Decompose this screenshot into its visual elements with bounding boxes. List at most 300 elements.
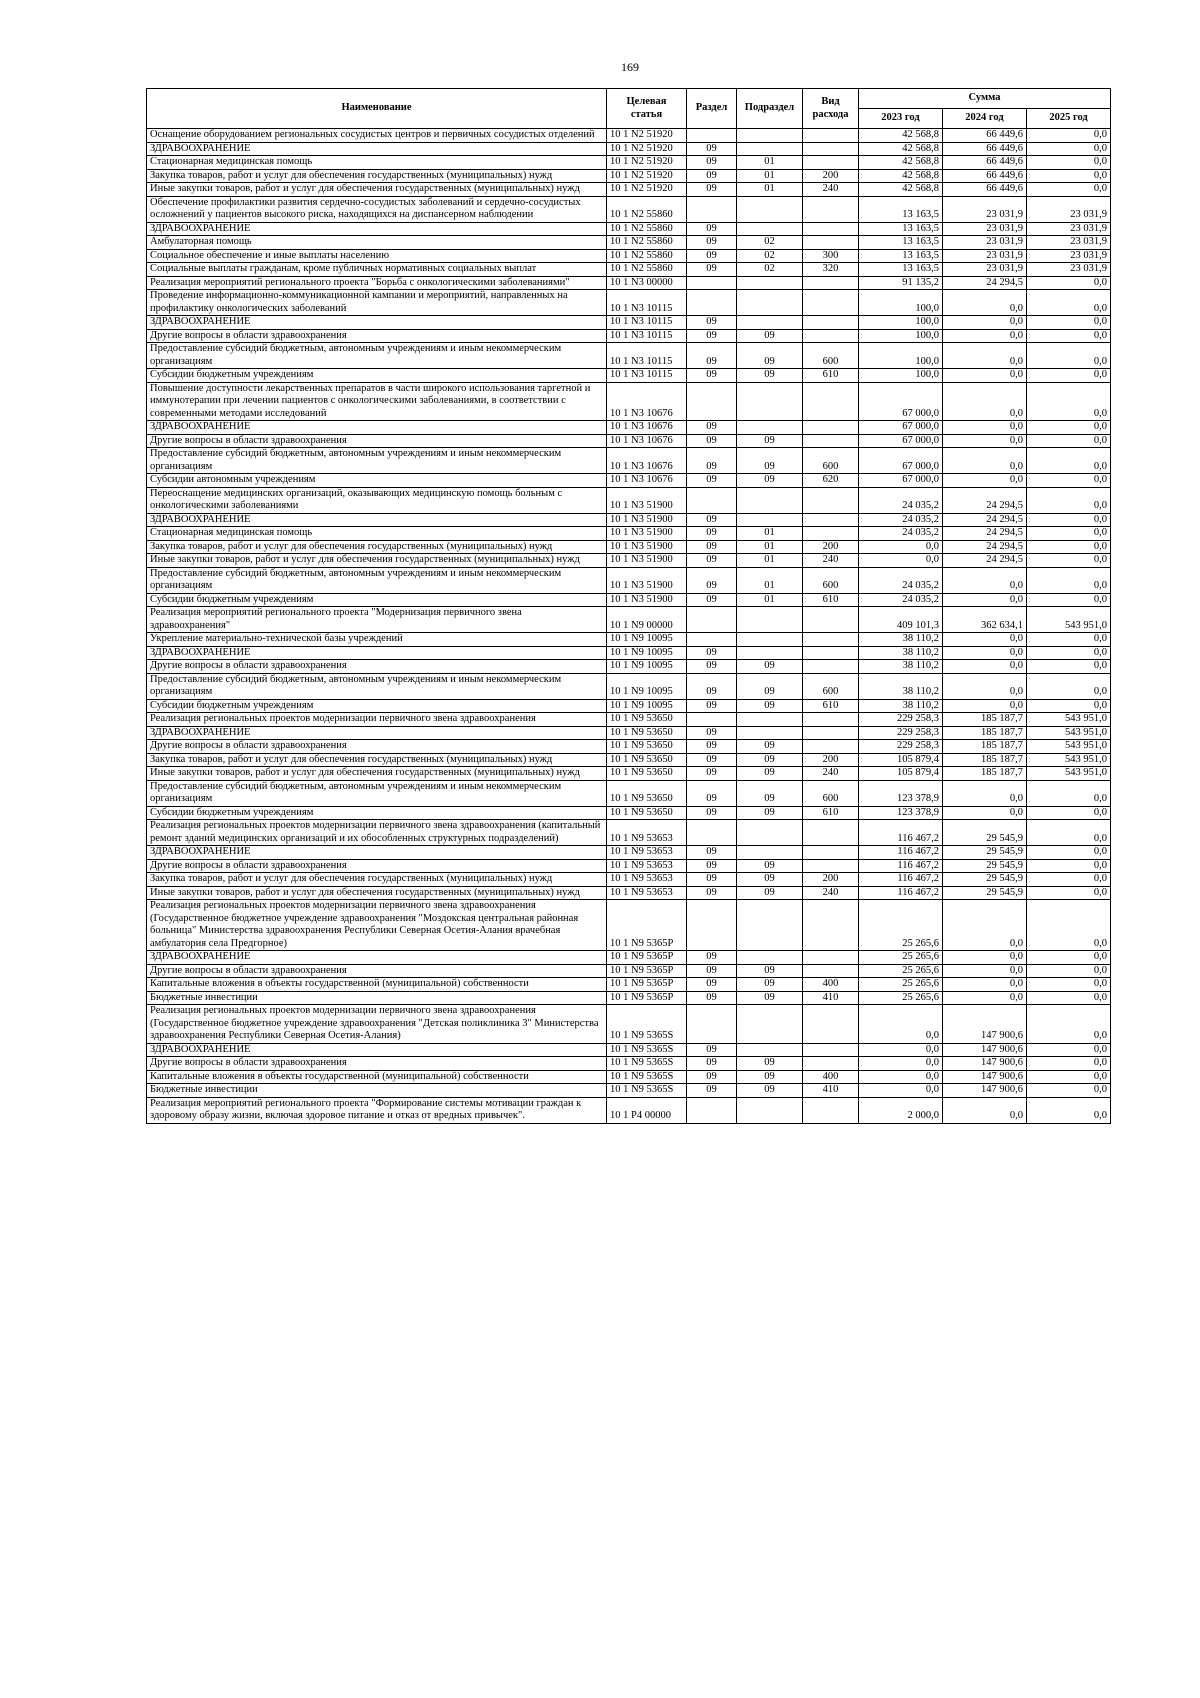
- cell-amount-2024: 147 900,6: [943, 1043, 1027, 1057]
- cell-amount-2023: 67 000,0: [859, 474, 943, 488]
- cell-expense-kind: [803, 142, 859, 156]
- cell-section: 09: [687, 540, 737, 554]
- cell-subsection: 01: [737, 593, 803, 607]
- cell-section: 09: [687, 554, 737, 568]
- table-row: [147, 820, 1111, 846]
- cell-amount-2024: 185 187,7: [943, 726, 1027, 740]
- cell-target-code: 10 1 N3 10115: [607, 369, 687, 383]
- table-row: [147, 474, 1111, 488]
- cell-amount-2023: 0,0: [859, 540, 943, 554]
- cell-name: Предоставление субсидий бюджетным, автономным учреждениям и иным некоммерческим организациям: [147, 673, 607, 699]
- cell-target-code: 10 1 N9 00000: [607, 607, 687, 633]
- table-row: [147, 329, 1111, 343]
- cell-amount-2023: 42 568,8: [859, 183, 943, 197]
- cell-amount-2025: 0,0: [1027, 474, 1111, 488]
- cell-section: [687, 487, 737, 513]
- cell-section: [687, 607, 737, 633]
- cell-amount-2025: 0,0: [1027, 421, 1111, 435]
- cell-amount-2024: 147 900,6: [943, 1005, 1027, 1044]
- cell-amount-2025: 0,0: [1027, 820, 1111, 846]
- cell-expense-kind: [803, 646, 859, 660]
- cell-expense-kind: [803, 1005, 859, 1044]
- header-code: Целевая статья: [607, 89, 687, 129]
- table-row: [147, 249, 1111, 263]
- cell-amount-2024: 0,0: [943, 780, 1027, 806]
- cell-amount-2023: 123 378,9: [859, 780, 943, 806]
- cell-expense-kind: 600: [803, 343, 859, 369]
- cell-name: Другие вопросы в области здравоохранения: [147, 1057, 607, 1071]
- table-row: [147, 236, 1111, 250]
- cell-amount-2025: 0,0: [1027, 699, 1111, 713]
- cell-amount-2023: 25 265,6: [859, 991, 943, 1005]
- cell-target-code: 10 1 N9 53653: [607, 846, 687, 860]
- cell-subsection: 01: [737, 156, 803, 170]
- cell-name: Иные закупки товаров, работ и услуг для обеспечения государственных (муниципальных) нужд: [147, 886, 607, 900]
- cell-name: ЗДРАВООХРАНЕНИЕ: [147, 646, 607, 660]
- cell-amount-2023: 25 265,6: [859, 951, 943, 965]
- cell-amount-2025: 0,0: [1027, 382, 1111, 421]
- cell-name: ЗДРАВООХРАНЕНИЕ: [147, 726, 607, 740]
- cell-target-code: 10 1 N3 51900: [607, 513, 687, 527]
- cell-target-code: 10 1 N9 5365P: [607, 991, 687, 1005]
- cell-amount-2023: 229 258,3: [859, 740, 943, 754]
- cell-amount-2025: 0,0: [1027, 951, 1111, 965]
- cell-section: [687, 713, 737, 727]
- cell-name: Другие вопросы в области здравоохранения: [147, 964, 607, 978]
- cell-expense-kind: [803, 156, 859, 170]
- cell-target-code: 10 1 N3 51900: [607, 554, 687, 568]
- cell-name: Капитальные вложения в объекты государственной (муниципальной) собственности: [147, 1070, 607, 1084]
- cell-amount-2023: 38 110,2: [859, 660, 943, 674]
- cell-amount-2025: 0,0: [1027, 290, 1111, 316]
- cell-subsection: [737, 1005, 803, 1044]
- cell-expense-kind: [803, 820, 859, 846]
- cell-name: ЗДРАВООХРАНЕНИЕ: [147, 316, 607, 330]
- cell-amount-2023: 100,0: [859, 329, 943, 343]
- cell-expense-kind: [803, 129, 859, 143]
- cell-amount-2024: 185 187,7: [943, 713, 1027, 727]
- cell-expense-kind: [803, 900, 859, 951]
- cell-target-code: 10 1 N3 00000: [607, 276, 687, 290]
- table-row: [147, 633, 1111, 647]
- cell-subsection: 02: [737, 236, 803, 250]
- table-row: [147, 673, 1111, 699]
- cell-amount-2025: 23 031,9: [1027, 196, 1111, 222]
- cell-expense-kind: [803, 1057, 859, 1071]
- cell-amount-2023: 229 258,3: [859, 726, 943, 740]
- cell-subsection: [737, 222, 803, 236]
- cell-expense-kind: [803, 382, 859, 421]
- cell-expense-kind: 610: [803, 806, 859, 820]
- cell-amount-2024: 0,0: [943, 1097, 1027, 1123]
- table-row: [147, 859, 1111, 873]
- cell-amount-2023: 13 163,5: [859, 263, 943, 277]
- cell-target-code: 10 1 N9 10095: [607, 673, 687, 699]
- cell-name: Субсидии бюджетным учреждениям: [147, 593, 607, 607]
- cell-target-code: 10 1 N2 51920: [607, 183, 687, 197]
- cell-amount-2024: 185 187,7: [943, 753, 1027, 767]
- cell-expense-kind: 410: [803, 1084, 859, 1098]
- cell-expense-kind: [803, 633, 859, 647]
- cell-name: ЗДРАВООХРАНЕНИЕ: [147, 846, 607, 860]
- cell-amount-2024: 147 900,6: [943, 1070, 1027, 1084]
- cell-amount-2024: 66 449,6: [943, 183, 1027, 197]
- cell-section: [687, 900, 737, 951]
- cell-section: [687, 382, 737, 421]
- cell-name: Стационарная медицинская помощь: [147, 156, 607, 170]
- cell-amount-2025: 0,0: [1027, 593, 1111, 607]
- cell-subsection: 09: [737, 991, 803, 1005]
- cell-section: 09: [687, 236, 737, 250]
- cell-subsection: 01: [737, 554, 803, 568]
- cell-expense-kind: [803, 713, 859, 727]
- cell-target-code: 10 1 N2 55860: [607, 196, 687, 222]
- table-row: [147, 276, 1111, 290]
- cell-expense-kind: 300: [803, 249, 859, 263]
- cell-target-code: 10 1 N9 53653: [607, 820, 687, 846]
- cell-subsection: [737, 726, 803, 740]
- cell-amount-2025: 0,0: [1027, 780, 1111, 806]
- cell-amount-2024: 29 545,9: [943, 820, 1027, 846]
- cell-amount-2023: 116 467,2: [859, 873, 943, 887]
- header-2025: 2025 год: [1027, 109, 1111, 129]
- cell-target-code: 10 1 N9 5365P: [607, 978, 687, 992]
- cell-subsection: 09: [737, 780, 803, 806]
- cell-expense-kind: [803, 607, 859, 633]
- cell-target-code: 10 1 N9 5365P: [607, 964, 687, 978]
- cell-amount-2025: 0,0: [1027, 660, 1111, 674]
- cell-amount-2025: 0,0: [1027, 276, 1111, 290]
- cell-name: Реализация региональных проектов модернизации первичного звена здравоохранения: [147, 713, 607, 727]
- cell-name: Иные закупки товаров, работ и услуг для обеспечения государственных (муниципальных) нужд: [147, 767, 607, 781]
- header-2023: 2023 год: [859, 109, 943, 129]
- cell-target-code: 10 1 N3 51900: [607, 593, 687, 607]
- cell-amount-2023: 0,0: [859, 1070, 943, 1084]
- cell-subsection: 09: [737, 699, 803, 713]
- cell-amount-2025: 0,0: [1027, 978, 1111, 992]
- cell-expense-kind: [803, 222, 859, 236]
- cell-target-code: 10 1 N3 10676: [607, 474, 687, 488]
- cell-section: [687, 129, 737, 143]
- cell-amount-2023: 25 265,6: [859, 964, 943, 978]
- cell-amount-2023: 2 000,0: [859, 1097, 943, 1123]
- cell-name: Другие вопросы в области здравоохранения: [147, 660, 607, 674]
- cell-amount-2024: 0,0: [943, 316, 1027, 330]
- cell-amount-2023: 100,0: [859, 369, 943, 383]
- cell-amount-2023: 38 110,2: [859, 646, 943, 660]
- cell-amount-2024: 66 449,6: [943, 129, 1027, 143]
- cell-name: ЗДРАВООХРАНЕНИЕ: [147, 1043, 607, 1057]
- cell-subsection: [737, 607, 803, 633]
- cell-expense-kind: [803, 527, 859, 541]
- table-row: [147, 886, 1111, 900]
- cell-section: 09: [687, 806, 737, 820]
- table-row: [147, 900, 1111, 951]
- cell-name: Реализация мероприятий регионального проекта "Модернизация первичного звена здравоохранения": [147, 607, 607, 633]
- cell-name: Бюджетные инвестиции: [147, 1084, 607, 1098]
- cell-amount-2025: 0,0: [1027, 343, 1111, 369]
- cell-section: 09: [687, 329, 737, 343]
- cell-subsection: [737, 820, 803, 846]
- cell-amount-2023: 100,0: [859, 316, 943, 330]
- cell-amount-2025: 0,0: [1027, 806, 1111, 820]
- cell-name: Амбулаторная помощь: [147, 236, 607, 250]
- cell-subsection: 09: [737, 448, 803, 474]
- table-row: [147, 554, 1111, 568]
- cell-amount-2025: 0,0: [1027, 540, 1111, 554]
- cell-expense-kind: 400: [803, 1070, 859, 1084]
- cell-amount-2025: 0,0: [1027, 513, 1111, 527]
- cell-amount-2024: 23 031,9: [943, 263, 1027, 277]
- table-row: [147, 607, 1111, 633]
- table-header: [147, 89, 1111, 129]
- cell-section: 09: [687, 660, 737, 674]
- cell-amount-2023: 67 000,0: [859, 434, 943, 448]
- cell-subsection: 01: [737, 567, 803, 593]
- cell-amount-2025: 0,0: [1027, 886, 1111, 900]
- cell-subsection: [737, 1097, 803, 1123]
- cell-expense-kind: [803, 1097, 859, 1123]
- cell-amount-2023: 24 035,2: [859, 567, 943, 593]
- table-row: [147, 196, 1111, 222]
- cell-target-code: 10 1 N9 5365P: [607, 900, 687, 951]
- cell-expense-kind: 240: [803, 554, 859, 568]
- cell-amount-2023: 116 467,2: [859, 846, 943, 860]
- cell-name: Предоставление субсидий бюджетным, автономным учреждениям и иным некоммерческим организациям: [147, 343, 607, 369]
- cell-target-code: 10 1 P4 00000: [607, 1097, 687, 1123]
- cell-subsection: [737, 196, 803, 222]
- cell-amount-2024: 23 031,9: [943, 222, 1027, 236]
- cell-expense-kind: 600: [803, 780, 859, 806]
- cell-amount-2023: 42 568,8: [859, 169, 943, 183]
- cell-amount-2024: 0,0: [943, 646, 1027, 660]
- cell-amount-2024: 0,0: [943, 382, 1027, 421]
- cell-amount-2024: 24 294,5: [943, 487, 1027, 513]
- cell-target-code: 10 1 N3 10676: [607, 421, 687, 435]
- table-row: [147, 873, 1111, 887]
- cell-amount-2023: 229 258,3: [859, 713, 943, 727]
- cell-target-code: 10 1 N3 10676: [607, 382, 687, 421]
- cell-expense-kind: [803, 276, 859, 290]
- cell-target-code: 10 1 N9 5365S: [607, 1005, 687, 1044]
- cell-amount-2025: 0,0: [1027, 369, 1111, 383]
- cell-subsection: [737, 951, 803, 965]
- cell-amount-2025: 0,0: [1027, 487, 1111, 513]
- table-row: [147, 540, 1111, 554]
- cell-expense-kind: 610: [803, 593, 859, 607]
- cell-expense-kind: 320: [803, 263, 859, 277]
- cell-name: ЗДРАВООХРАНЕНИЕ: [147, 222, 607, 236]
- cell-section: 09: [687, 846, 737, 860]
- cell-amount-2024: 0,0: [943, 421, 1027, 435]
- cell-amount-2025: 0,0: [1027, 329, 1111, 343]
- cell-subsection: 02: [737, 263, 803, 277]
- cell-target-code: 10 1 N9 5365S: [607, 1057, 687, 1071]
- cell-amount-2024: 29 545,9: [943, 886, 1027, 900]
- cell-target-code: 10 1 N9 10095: [607, 660, 687, 674]
- cell-amount-2023: 0,0: [859, 1043, 943, 1057]
- cell-amount-2025: 23 031,9: [1027, 236, 1111, 250]
- table-row: [147, 767, 1111, 781]
- cell-target-code: 10 1 N9 53653: [607, 873, 687, 887]
- cell-amount-2024: 147 900,6: [943, 1057, 1027, 1071]
- cell-name: Социальные выплаты гражданам, кроме публичных нормативных социальных выплат: [147, 263, 607, 277]
- cell-subsection: [737, 487, 803, 513]
- cell-subsection: [737, 276, 803, 290]
- cell-amount-2024: 29 545,9: [943, 846, 1027, 860]
- table-row: [147, 369, 1111, 383]
- cell-expense-kind: 400: [803, 978, 859, 992]
- cell-amount-2024: 24 294,5: [943, 540, 1027, 554]
- cell-expense-kind: [803, 487, 859, 513]
- table-row: [147, 142, 1111, 156]
- cell-amount-2024: 362 634,1: [943, 607, 1027, 633]
- cell-subsection: [737, 1043, 803, 1057]
- cell-amount-2024: 0,0: [943, 699, 1027, 713]
- cell-amount-2024: 29 545,9: [943, 873, 1027, 887]
- table-row: [147, 1043, 1111, 1057]
- table-row: [147, 527, 1111, 541]
- table-row: [147, 1057, 1111, 1071]
- cell-subsection: 09: [737, 753, 803, 767]
- cell-name: Закупка товаров, работ и услуг для обеспечения государственных (муниципальных) нужд: [147, 873, 607, 887]
- cell-section: 09: [687, 726, 737, 740]
- cell-section: [687, 633, 737, 647]
- cell-subsection: 09: [737, 1070, 803, 1084]
- cell-amount-2025: 543 951,0: [1027, 713, 1111, 727]
- cell-expense-kind: [803, 660, 859, 674]
- cell-expense-kind: [803, 1043, 859, 1057]
- cell-section: 09: [687, 169, 737, 183]
- table-row: [147, 448, 1111, 474]
- cell-target-code: 10 1 N3 51900: [607, 487, 687, 513]
- cell-amount-2024: 23 031,9: [943, 196, 1027, 222]
- cell-subsection: [737, 646, 803, 660]
- table-row: [147, 513, 1111, 527]
- cell-target-code: 10 1 N3 10676: [607, 434, 687, 448]
- cell-amount-2024: 0,0: [943, 448, 1027, 474]
- cell-target-code: 10 1 N9 10095: [607, 633, 687, 647]
- cell-target-code: 10 1 N9 53650: [607, 806, 687, 820]
- table-row: [147, 726, 1111, 740]
- cell-name: Оснащение оборудованием региональных сосудистых центров и первичных сосудистых отделений: [147, 129, 607, 143]
- cell-amount-2025: 543 951,0: [1027, 726, 1111, 740]
- cell-target-code: 10 1 N3 10115: [607, 290, 687, 316]
- cell-amount-2025: 0,0: [1027, 900, 1111, 951]
- cell-subsection: [737, 290, 803, 316]
- cell-section: 09: [687, 740, 737, 754]
- cell-amount-2024: 185 187,7: [943, 767, 1027, 781]
- cell-subsection: 09: [737, 369, 803, 383]
- cell-name: Стационарная медицинская помощь: [147, 527, 607, 541]
- cell-amount-2024: 0,0: [943, 991, 1027, 1005]
- cell-amount-2024: 66 449,6: [943, 142, 1027, 156]
- cell-target-code: 10 1 N3 10115: [607, 316, 687, 330]
- cell-section: 09: [687, 886, 737, 900]
- cell-subsection: [737, 513, 803, 527]
- cell-section: 09: [687, 183, 737, 197]
- cell-name: Бюджетные инвестиции: [147, 991, 607, 1005]
- cell-expense-kind: 610: [803, 369, 859, 383]
- cell-amount-2024: 66 449,6: [943, 169, 1027, 183]
- table-row: [147, 713, 1111, 727]
- cell-target-code: 10 1 N3 51900: [607, 540, 687, 554]
- cell-subsection: 09: [737, 859, 803, 873]
- cell-amount-2023: 42 568,8: [859, 129, 943, 143]
- cell-expense-kind: [803, 846, 859, 860]
- cell-target-code: 10 1 N9 53650: [607, 780, 687, 806]
- cell-amount-2024: 23 031,9: [943, 236, 1027, 250]
- cell-amount-2024: 0,0: [943, 593, 1027, 607]
- cell-expense-kind: [803, 740, 859, 754]
- cell-amount-2025: 0,0: [1027, 1084, 1111, 1098]
- cell-amount-2025: 0,0: [1027, 448, 1111, 474]
- table-row: [147, 991, 1111, 1005]
- cell-section: 09: [687, 873, 737, 887]
- cell-amount-2023: 67 000,0: [859, 382, 943, 421]
- cell-section: 09: [687, 951, 737, 965]
- cell-target-code: 10 1 N9 5365P: [607, 951, 687, 965]
- cell-amount-2025: 0,0: [1027, 873, 1111, 887]
- cell-expense-kind: 600: [803, 567, 859, 593]
- cell-expense-kind: 610: [803, 699, 859, 713]
- header-sum: Сумма: [859, 89, 1111, 109]
- cell-name: Капитальные вложения в объекты государственной (муниципальной) собственности: [147, 978, 607, 992]
- cell-amount-2023: 123 378,9: [859, 806, 943, 820]
- cell-section: 09: [687, 527, 737, 541]
- cell-name: Субсидии автономным учреждениям: [147, 474, 607, 488]
- cell-amount-2023: 0,0: [859, 1084, 943, 1098]
- cell-section: 09: [687, 316, 737, 330]
- cell-section: [687, 196, 737, 222]
- cell-amount-2025: 0,0: [1027, 156, 1111, 170]
- cell-expense-kind: [803, 859, 859, 873]
- cell-target-code: 10 1 N3 10676: [607, 448, 687, 474]
- cell-amount-2025: 0,0: [1027, 673, 1111, 699]
- cell-name: Другие вопросы в области здравоохранения: [147, 434, 607, 448]
- cell-amount-2023: 105 879,4: [859, 753, 943, 767]
- cell-amount-2024: 0,0: [943, 290, 1027, 316]
- table-row: [147, 169, 1111, 183]
- cell-amount-2023: 13 163,5: [859, 222, 943, 236]
- cell-name: Реализация региональных проектов модернизации первичного звена здравоохранения (Государственное бюджетное учреждение здравоохранения "Моздокская центральная районная больница" Министерства здравоохранения Республики Северная Осетия-Алания врачебная амбулатория села Предгорное): [147, 900, 607, 951]
- cell-section: 09: [687, 448, 737, 474]
- cell-target-code: 10 1 N9 5365S: [607, 1084, 687, 1098]
- cell-amount-2024: 0,0: [943, 369, 1027, 383]
- cell-name: Предоставление субсидий бюджетным, автономным учреждениям и иным некоммерческим организациям: [147, 448, 607, 474]
- cell-amount-2025: 0,0: [1027, 142, 1111, 156]
- cell-target-code: 10 1 N2 55860: [607, 249, 687, 263]
- cell-name: ЗДРАВООХРАНЕНИЕ: [147, 951, 607, 965]
- table-row: [147, 699, 1111, 713]
- cell-expense-kind: 600: [803, 673, 859, 699]
- cell-expense-kind: [803, 951, 859, 965]
- cell-name: Другие вопросы в области здравоохранения: [147, 859, 607, 873]
- cell-amount-2025: 0,0: [1027, 527, 1111, 541]
- table-row: [147, 1005, 1111, 1044]
- cell-amount-2024: 24 294,5: [943, 513, 1027, 527]
- cell-name: Реализация региональных проектов модернизации первичного звена здравоохранения (капитальный ремонт зданий медицинских организаций и их обособленных структурных подразделений): [147, 820, 607, 846]
- table-row: [147, 290, 1111, 316]
- cell-expense-kind: [803, 421, 859, 435]
- cell-amount-2023: 38 110,2: [859, 633, 943, 647]
- header-2024: 2024 год: [943, 109, 1027, 129]
- cell-amount-2024: 66 449,6: [943, 156, 1027, 170]
- table-row: [147, 660, 1111, 674]
- cell-name: Проведение информационно-коммуникационной кампании и мероприятий, направленных на профилактику онкологических заболеваний: [147, 290, 607, 316]
- cell-section: 09: [687, 964, 737, 978]
- table-row: [147, 183, 1111, 197]
